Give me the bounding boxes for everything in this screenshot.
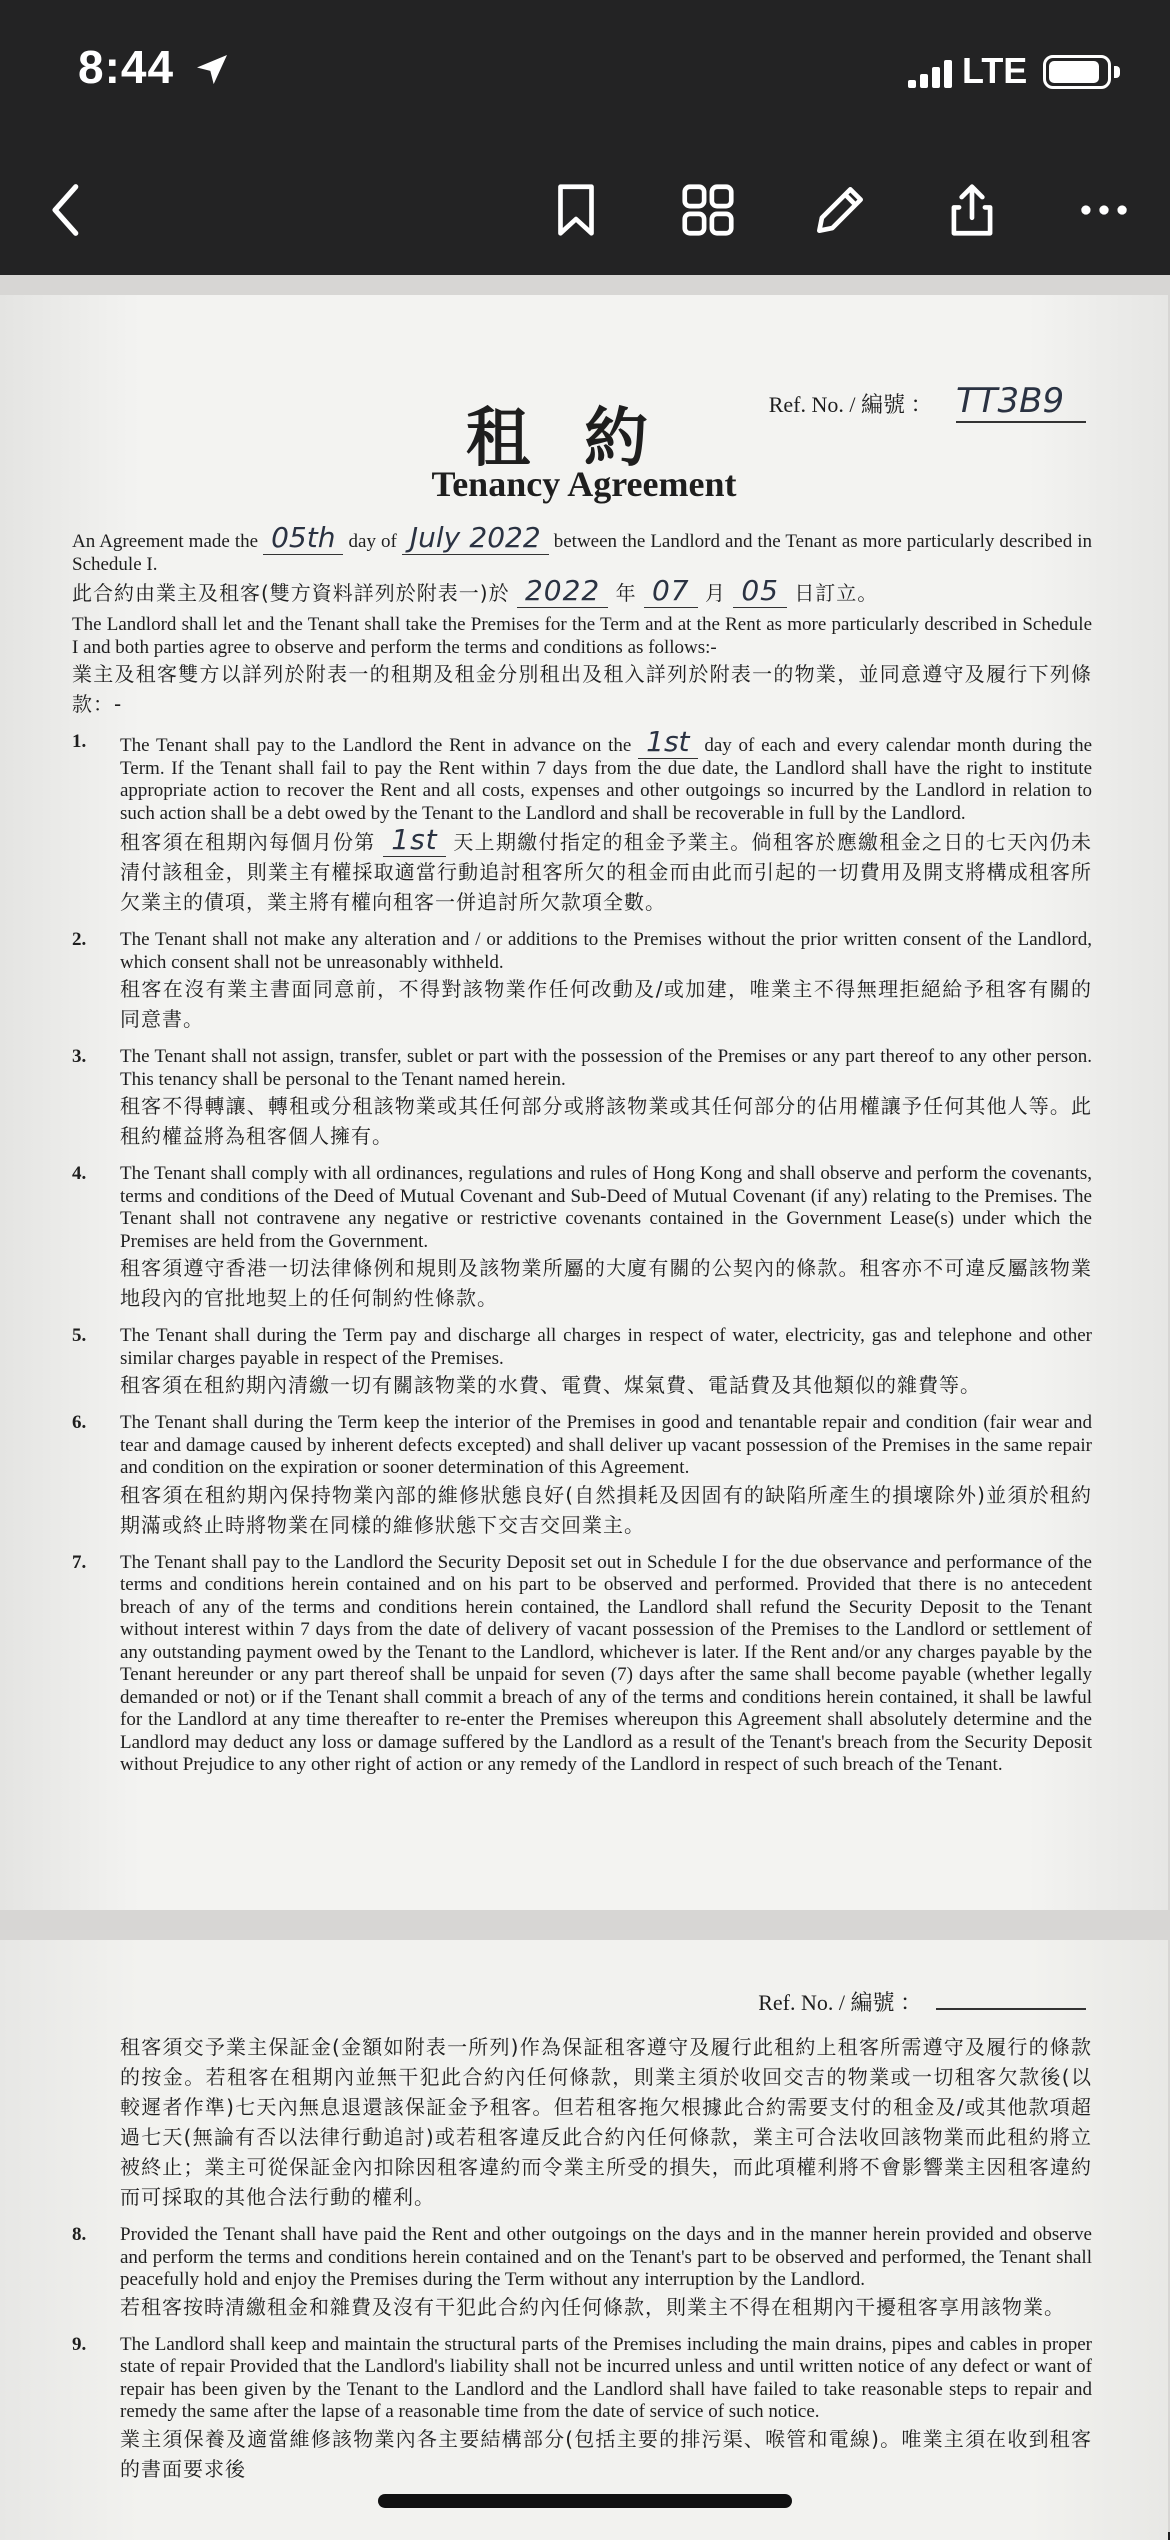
intro-zh: 業主及租客雙方以詳列於附表一的租期及租金分別租出及租入詳列於附表一的物業，並同意遵守及履行下列條款：- bbox=[72, 662, 1092, 716]
title-english: Tenancy Agreement bbox=[431, 464, 737, 504]
clause-4: 4. The Tenant shall comply with all ordinances, regulations and rules of Hong Kong and shall observe and perform the covenants, terms and conditions of the Deed of Mutual Covenant and Sub-Deed of Mutual Covenant (if any) relating to the Premises. The Tenant shall not contravene any negative or restrictive covenants contained in the Government Lease(s) under which the Premises are held from the Government. 租客須遵守香港一切法律條例和規則及該物業所屬的大廈有關的公契內的條款。租客亦不可違反屬該物業地段內的官批地契上的任何制約性條款。 bbox=[72, 1163, 1092, 1313]
ref-blank-line bbox=[936, 2008, 1086, 2010]
document-scroll-area[interactable] bbox=[0, 275, 1170, 2532]
clause-7-zh: 租客須交予業主保証金(金額如附表一所列)作為保証租客遵守及履行此租約上租客所需遵守及履行的條款的按金。若租客在租期內並無干犯此合約內任何條款，則業主須於收回交吉的物業或一切租客欠款後(以較遲者作準)七天內無息退還該保証金予租客。但若租客拖欠根據此合約需要支付的租金及/或其他款項超過七天(無論有否以法律行動追討)或若租客違反此合約內任何條款，業主可合法收回該物業而此租約將立被終止；業主可從保証金內扣除因租客違約而令業主所受的損失，而此項權利將不會影響業主因租客違約而可採取的其他合法行動的權利。 bbox=[120, 2035, 1092, 2209]
more-icon[interactable] bbox=[1064, 170, 1144, 250]
clause-7-continued bbox=[72, 2032, 1092, 2212]
clause-5: 5. The Tenant shall during the Term pay and discharge all charges in respect of water, electricity, gas and telephone and other similar charges payable in respect of the Premises. 租客須在租約期內清繳一切有關該物業的水費、電費、煤氣費、電話費及其他類似的雜費等。 bbox=[72, 1325, 1092, 1400]
handwritten-year-zh: 2022 bbox=[517, 574, 608, 608]
ref-label: Ref. No. / 編號 ： bbox=[768, 392, 933, 417]
clause-8-zh: 若租客按時清繳租金和雜費及沒有干犯此合約內任何條款，則業主不得在租期內干擾租客享用該物業。 bbox=[120, 2294, 1065, 2319]
reference-number-page-2 bbox=[758, 1986, 1086, 2017]
battery-icon bbox=[1043, 55, 1111, 89]
signal-bars-icon bbox=[908, 58, 954, 88]
clause-1-en: The Tenant shall pay to the Landlord the Rent in advance on the 1st day of each and every calendar month during the Term. If the Tenant shall fail to pay the Rent within 7 days from the due date, the Landlord shall have the right to institute appropriate action to recover the Rent and all costs, expenses and other outgoings so incurred by the Landlord in relation to such action shall be a debt owed by the Tenant to the Landlord and shall be recoverable in full by the Landlord. bbox=[120, 725, 1093, 824]
page-2-body bbox=[72, 2032, 1092, 2484]
grid-icon[interactable] bbox=[668, 170, 748, 250]
clause-7: 7. The Tenant shall pay to the Landlord the Security Deposit set out in Schedule I for the due observance and performance of the terms and conditions herein contained and on his part to be observed and performed. Provided that there is no antecedent breach of any of the terms and conditions herein contained, the Landlord shall refund the Security Deposit to the Tenant without interest within 7 days from the date of delivery of vacant possession of the Premises to the Landlord or settlement of any outstanding payment owed by the Tenant to the Landlord, whichever is later. If the Rent and/or any charges payable by the Tenant hereunder or any part thereof shall be unpaid for seven (7) days after the same shall become payable (whether legally demanded or not) or if the Tenant shall commit a breach of any of the terms and conditions herein contained, it shall be lawful for the Landlord at any time thereafter to re-enter the Premises whereupon this Agreement shall absolutely determine and the Landlord may deduct any loss or damage suffered by the Landlord as a result of the Tenant's breach from the Security Deposit without Prejudice to any other right of action or any remedy of the Landlord in respect of such breach of the Tenant. bbox=[72, 1551, 1092, 1775]
clause-9: 9. The Landlord shall keep and maintain the structural parts of the Premises including the main drains, pipes and cables in proper state of repair Provided that the Landlord's liability shall not be incurred unless and until written notice of any defect or want of repair has been given by the Tenant to the Landlord and the Landlord shall have failed to take reasonable steps to repair and remedy the same after the lapse of a reasonable time from the date of service of such notice. 業主須保養及適當維修該物業內各主要結構部分(包括主要的排污渠、喉管和電線)。唯業主須在收到租客的書面要求後 bbox=[72, 2334, 1092, 2484]
location-arrow-icon bbox=[192, 50, 232, 90]
battery-level-fill bbox=[1049, 61, 1099, 83]
status-bar bbox=[0, 0, 1170, 150]
network-type: LTE bbox=[962, 50, 1028, 91]
handwritten-rent-day: 1st bbox=[638, 725, 697, 759]
ref-label: Ref. No. / 編號 ： bbox=[758, 1990, 922, 2015]
status-time: 8:44 bbox=[78, 41, 175, 93]
clause-2: 2. The Tenant shall not make any alteration and / or additions to the Premises without the prior written consent of the Landlord, which consent shall not be unreasonably withheld. 租客在沒有業主書面同意前，不得對該物業作任何改動及/或加建，唯業主不得無理拒絕給予租客有關的同意書。 bbox=[72, 929, 1092, 1034]
clause-5-en: The Tenant shall during the Term pay and discharge all charges in respect of water, electricity, gas and telephone and other similar charges payable in respect of the Premises. bbox=[120, 1325, 1092, 1369]
agreement-date-en: An Agreement made the 05th day of July 2022 between the Landlord and the Tenant as more particularly described in Schedule I. bbox=[72, 521, 1093, 575]
clause-1-zh: 租客須在租期內每個月份第 1st 天上期繳付指定的租金予業主。倘租客於應繳租金之日的七天內仍未清付該租金，則業主有權採取適當行動追討租客所欠的租金而由此而引起的一切費用及開支將構成租客所欠業主的債項，業主將有權向租客一併追討所欠款項全數。 bbox=[120, 823, 1093, 914]
clause-9-en: The Landlord shall keep and maintain the structural parts of the Premises including the main drains, pipes and cables in proper state of repair Provided that the Landlord's liability shall not be incurred unless and until written notice of any defect or want of repair has been given by the Tenant to the Landlord and the Landlord shall have failed to take reasonable steps to repair and remedy the same after the lapse of a reasonable time from the date of service of such notice. bbox=[120, 2333, 1092, 2422]
handwritten-month-zh: 07 bbox=[644, 574, 698, 608]
clause-4-en: The Tenant shall comply with all ordinances, regulations and rules of Hong Kong and shall observe and perform the covenants, terms and conditions of the Deed of Mutual Covenant and Sub-Deed of Mutual Covenant (if any) relating to the Premises. The Tenant shall not contravene any negative or restrictive covenants contained in the Government Lease(s) under which the Premises are held from the Government. bbox=[120, 1163, 1092, 1252]
viewer-toolbar bbox=[0, 150, 1170, 275]
clause-1: 1. The Tenant shall pay to the Landlord the Rent in advance on the 1st day of each and every calendar month during the Term. If the Tenant shall fail to pay the Rent within 7 days from the due date, the Landlord shall have the right to institute appropriate action to recover the Rent and all costs, expenses and other outgoings so incurred by the Landlord in relation to such action shall be a debt owed by the Tenant to the Landlord and shall be recoverable in full by the Landlord. 租客須在租期內每個月份第 1st 天上期繳付指定的租金予業主。倘租客於應繳租金之日的七天內仍未清付該租金，則業主有權採取適當行動追討租客所欠的租金而由此而引起的一切費用及開支將構成租客所欠業主的債項，業主將有權向租客一併追討所欠款項全數。 bbox=[72, 731, 1092, 917]
bookmark-icon[interactable] bbox=[536, 170, 616, 250]
clause-4-zh: 租客須遵守香港一切法律條例和規則及該物業所屬的大廈有關的公契內的條款。租客亦不可違反屬該物業地段內的官批地契上的任何制約性條款。 bbox=[120, 1256, 1092, 1310]
clause-6-en: The Tenant shall during the Term keep the interior of the Premises in good and tenantable repair and condition (fair wear and tear and damage caused by inherent defects excepted) and shall deliver up vacant possession of the Premises in the same repair and condition on the expiration or sooner determination of this Agreement. bbox=[120, 1412, 1092, 1478]
clause-9-zh: 業主須保養及適當維修該物業內各主要結構部分(包括主要的排污渠、喉管和電線)。唯業主須在收到租客的書面要求後 bbox=[120, 2426, 1092, 2481]
home-indicator[interactable] bbox=[378, 2494, 792, 2508]
clause-3: 3. The Tenant shall not assign, transfer, sublet or part with the possession of the Premises or any part thereof to any other person. This tenancy shall be personal to the Tenant named herein. 租客不得轉讓、轉租或分租該物業或其任何部分或將該物業或其任何部分的佔用權讓予任何其他人等。此租約權益將為租客個人擁有。 bbox=[72, 1046, 1092, 1151]
clause-5-zh: 租客須在租約期內清繳一切有關該物業的水費、電費、煤氣費、電話費及其他類似的雜費等。 bbox=[120, 1373, 981, 1397]
clause-7-en: The Tenant shall pay to the Landlord the Security Deposit set out in Schedule I for the due observance and performance of the terms and conditions herein contained and on his part to be observed and performed. Provided that there is no antecedent breach of any of the terms and conditions herein contained, the Landlord shall refund the Security Deposit to the Tenant without interest within 7 days from the date of delivery of vacant possession of the Premises to the Landlord or settlement of any outstanding payment owed by the Tenant to the Landlord, whichever is later. If the Rent and/or any charges payable by the Tenant hereunder or any part thereof shall be unpaid for seven (7) days after the same shall become payable (whether legally demanded or not) or if the Tenant shall commit a breach of any of the terms and conditions herein contained, it shall be lawful for the Landlord at any time thereafter to re-enter the Premises whereupon this Agreement shall absolutely determine and the Landlord may deduct any loss or damage suffered by the Landlord as a result of the Tenant's breach from the Security Deposit without Prejudice to any other right of action or any remedy of the Landlord in respect of such breach of the Tenant. bbox=[120, 1551, 1092, 1775]
clause-3-zh: 租客不得轉讓、轉租或分租該物業或其任何部分或將該物業或其任何部分的佔用權讓予任何其他人等。此租約權益將為租客個人擁有。 bbox=[120, 1094, 1092, 1148]
clause-8: 8. Provided the Tenant shall have paid the Rent and other outgoings on the days and in the manner herein provided and observe and perform the terms and conditions herein contained and on the Tenant's part to be observed and performed, the Tenant shall peacefully hold and enjoy the Premises during the Term without any interruption by the Landlord. 若租客按時清繳租金和雜費及沒有干犯此合約內任何條款，則業主不得在租期內干擾租客享用該物業。 bbox=[72, 2224, 1092, 2322]
agreement-date-zh: 此合約由業主及租客(雙方資料詳列於附表一)於 2022 年 07 月 05 日訂立。 bbox=[72, 574, 879, 607]
document-page-1 bbox=[0, 295, 1168, 1910]
handwritten-month-year: July 2022 bbox=[402, 521, 549, 555]
back-chevron-icon[interactable] bbox=[28, 170, 108, 250]
clause-6: 6. The Tenant shall during the Term keep the interior of the Premises in good and tenantable repair and condition (fair wear and tear and damage caused by inherent defects excepted) and shall deliver up vacant possession of the Premises in the same repair and condition on the expiration or sooner determination of this Agreement. 租客須在租約期內保持物業內部的維修狀態良好(自然損耗及因固有的缺陷所產生的損壞除外)並須於租約期滿或終止時將物業在同樣的維修狀態下交吉交回業主。 bbox=[72, 1412, 1092, 1540]
share-icon[interactable] bbox=[932, 170, 1012, 250]
clause-2-zh: 租客在沒有業主書面同意前，不得對該物業作任何改動及/或加建，唯業主不得無理拒絕給予租客有關的同意書。 bbox=[120, 977, 1092, 1031]
clause-3-en: The Tenant shall not assign, transfer, sublet or part with the possession of the Premises or any part thereof to any other person. This tenancy shall be personal to the Tenant named herein. bbox=[120, 1046, 1092, 1090]
battery-tip bbox=[1114, 66, 1120, 78]
document-page-2 bbox=[0, 1940, 1168, 2540]
handwritten-day-zh: 05 bbox=[733, 574, 787, 608]
clause-8-en: Provided the Tenant shall have paid the Rent and other outgoings on the days and in the manner herein provided and observe and perform the terms and conditions herein contained and on the Tenant's part to be observed and performed, the Tenant shall peacefully hold and enjoy the Premises during the Term without any interruption by the Landlord. bbox=[120, 2224, 1092, 2290]
pencil-icon[interactable] bbox=[800, 170, 880, 250]
agreement-body bbox=[72, 521, 1093, 1777]
intro-en: The Landlord shall let and the Tenant shall take the Premises for the Term and at the Rent as more particularly described in Schedule I and both parties agree to observe and perform the terms and conditions as follows:- bbox=[72, 614, 1092, 658]
clause-2-en: The Tenant shall not make any alteration and / or additions to the Premises without the prior written consent of the Landlord, which consent shall not be unreasonably withheld. bbox=[120, 929, 1092, 973]
handwritten-rent-day-zh: 1st bbox=[383, 823, 445, 857]
title-chinese: 租約 bbox=[466, 402, 702, 476]
ref-value: TT3B9 bbox=[956, 381, 1086, 423]
handwritten-day: 05th bbox=[263, 521, 343, 555]
clause-6-zh: 租客須在租約期內保持物業內部的維修狀態良好(自然損耗及因固有的缺陷所產生的損壞除外)並須於租約期滿或終止時將物業在同樣的維修狀態下交吉交回業主。 bbox=[120, 1482, 1092, 1537]
